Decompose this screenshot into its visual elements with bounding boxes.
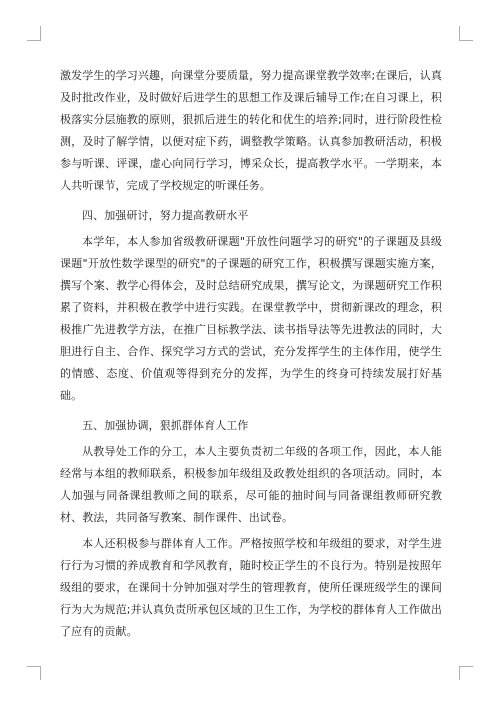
paragraph-coordination: 从教导处工作的分工，本人主要负责初二年级的各项工作，因此，本人能经常与本组的教师联系，积极参加年级组及政教处组织的各项活动。同时，本人加强与同备课组教师之间的联系，尽可能的抽时间与同备课组教师研究教材、教法，共同备写教案、制作课件、出试卷。 — [60, 445, 442, 524]
crop-mark-bottom-left-horizontal — [27, 666, 41, 667]
document-body — [60, 65, 442, 643]
crop-mark-top-left-horizontal — [27, 40, 41, 41]
section-heading-research: 四、加强研讨，努力提高教研水平 — [82, 209, 249, 222]
crop-mark-top-left-vertical — [40, 26, 41, 40]
crop-mark-bottom-right-vertical — [459, 666, 460, 680]
section-heading-coordination: 五、加强协调，狠抓群体育人工作 — [82, 419, 249, 432]
crop-mark-top-right-horizontal — [459, 40, 473, 41]
paragraph-group-education: 本人还积极参与群体育人工作。严格按照学校和年级组的要求，对学生进行行为习惯的养成教育和学风教育，随时校正学生的不良行为。特别是按照年级组的要求，在课间十分钟加强对学生的管理教育，使所任课班级学生的课间行为大为规范;并认真负责所承包区域的卫生工作，为学校的群体育人工作做出了应有的贡献。 — [60, 537, 442, 638]
paragraph-teaching-practice: 激发学生的学习兴趣，向课堂分要质量，努力提高课堂教学效率;在课后，认真及时批改作业，及时做好后进学生的思想工作及课后辅导工作;在自习课上，积极落实分层施教的原则，狠抓后进生的转化和优生的培养;同时，进行阶段性检测，及时了解学情，以便对症下药，调整教学策略。认真参加教研活动，积极参与听课、评课，虚心向同行学习，博采众长，提高教学水平。一学期来，本人共听课节，完成了学校规定的听课任务。 — [60, 69, 442, 192]
crop-mark-top-right-vertical — [459, 26, 460, 40]
paragraph-research: 本学年，本人参加省级教研课题"开放性问题学习的研究"的子课题及县级课题"开放性数学课型的研究"的子课题的研究工作，积极撰写课题实施方案，撰写个案、教学心得体会，及时总结研究成果，撰写论文，为课题研究工作积累了资料，并积极在教学中进行实践。在课堂教学中，贯彻新课改的理念，积极推广先进教学方法，在推广目标教学法、读书指导法等先进教法的同时，大胆进行自主、合作、探究学习方式的尝试，充分发挥学生的主体作用，使学生的情感、态度、价值观等得到充分的发挥，为学生的终身可持续发展打好基础。 — [60, 235, 442, 402]
crop-mark-bottom-left-vertical — [40, 666, 41, 680]
crop-mark-bottom-right-horizontal — [459, 666, 473, 667]
